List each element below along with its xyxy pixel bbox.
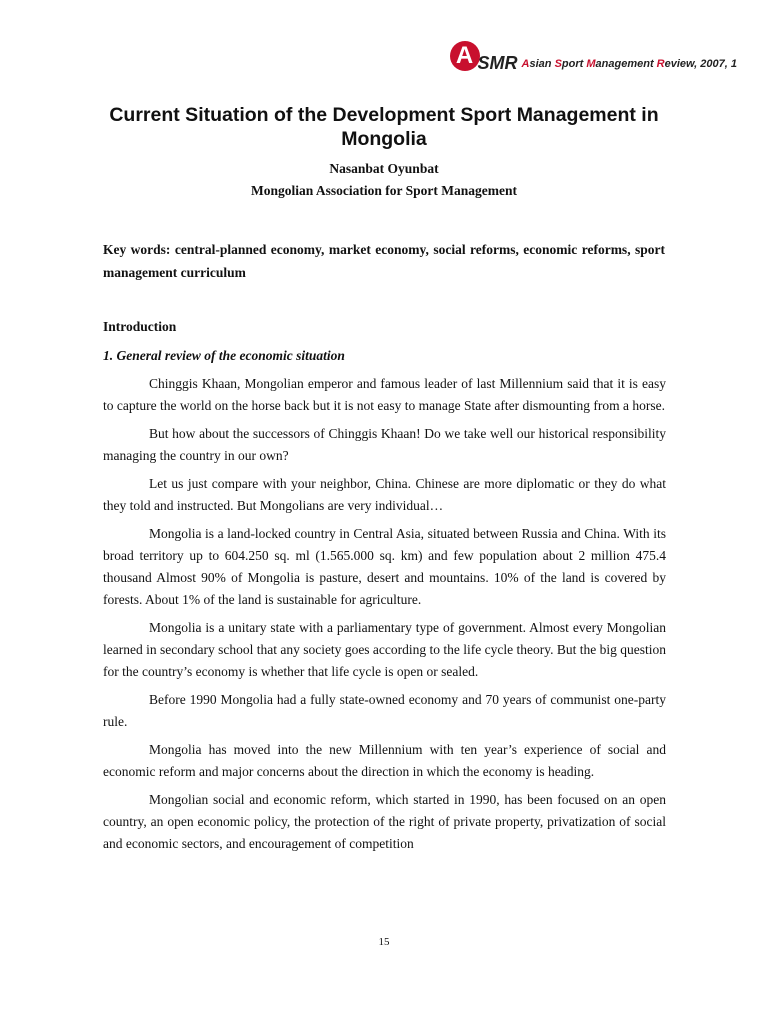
paragraph: Mongolian social and economic reform, which started in 1990, has been focused on an open country, an open economic policy, the protection of the right of private property, privatization of social and economic sectors, and encouragement of competition <box>103 792 666 851</box>
paper-title: Current Situation of the Development Sport Management in Mongolia <box>109 104 659 150</box>
author-affiliation: Mongolian Association for Sport Management <box>251 183 517 198</box>
introduction-heading: Introduction <box>103 319 177 334</box>
paragraph: But how about the successors of Chinggis Khaan! Do we take well our historical responsibility managing the country in our own? <box>103 426 666 463</box>
author-name: Nasanbat Oyunbat <box>329 161 439 176</box>
journal-text: eview, 2007, 1 <box>664 58 737 70</box>
journal-text: port <box>561 58 587 70</box>
page-number: 15 <box>378 936 390 948</box>
journal-initial: R <box>656 58 665 70</box>
paragraph: Chinggis Khaan, Mongolian emperor and famous leader of last Millennium said that it is easy to capture the world on the horse back but it is not easy to manage State after dismounting from a horse. <box>103 376 666 413</box>
paragraph: Let us just compare with your neighbor, China. Chinese are more diplomatic or they do what they told and instructed. But Mongolians are very individual… <box>103 476 666 513</box>
paragraph: Mongolia is a land-locked country in Central Asia, situated between Russia and China. With its broad territory up to 604.250 sq. ml (1.565.000 sq. km) and few population about 2 million 475.4 thousand Almost 90% of Mongolia is pasture, desert and mountains. 10% of the land is covered by forests. About 1% of the land is sustainable for agriculture. <box>103 526 666 607</box>
journal-citation <box>522 59 737 70</box>
logo-a-circle: A <box>450 41 480 71</box>
keywords: Key words: central-planned economy, market economy, social reforms, economic reforms, sport management curriculum <box>103 242 665 280</box>
logo-smr-text: SMR <box>477 53 518 73</box>
journal-initial: A <box>521 58 530 70</box>
paragraph: Before 1990 Mongolia had a fully state-owned economy and 70 years of communist one-party rule. <box>103 692 666 729</box>
body-text <box>103 373 666 861</box>
journal-header <box>450 36 737 72</box>
journal-text: anagement <box>595 58 657 70</box>
journal-initial: M <box>586 58 596 70</box>
journal-initial: S <box>554 58 562 70</box>
paragraph: Mongolia is a unitary state with a parliamentary type of government. Almost every Mongolian learned in secondary school that any society goes according to the life cycle theory. But the big question for the country’s economy is whether that life cycle is open or sealed. <box>103 620 666 679</box>
journal-text: sian <box>529 58 555 70</box>
section-heading: 1. General review of the economic situation <box>103 348 345 363</box>
asmr-logo <box>450 36 518 72</box>
paragraph: Mongolia has moved into the new Millennium with ten year’s experience of social and economic reform and major concerns about the direction in which the economy is heading. <box>103 742 666 779</box>
